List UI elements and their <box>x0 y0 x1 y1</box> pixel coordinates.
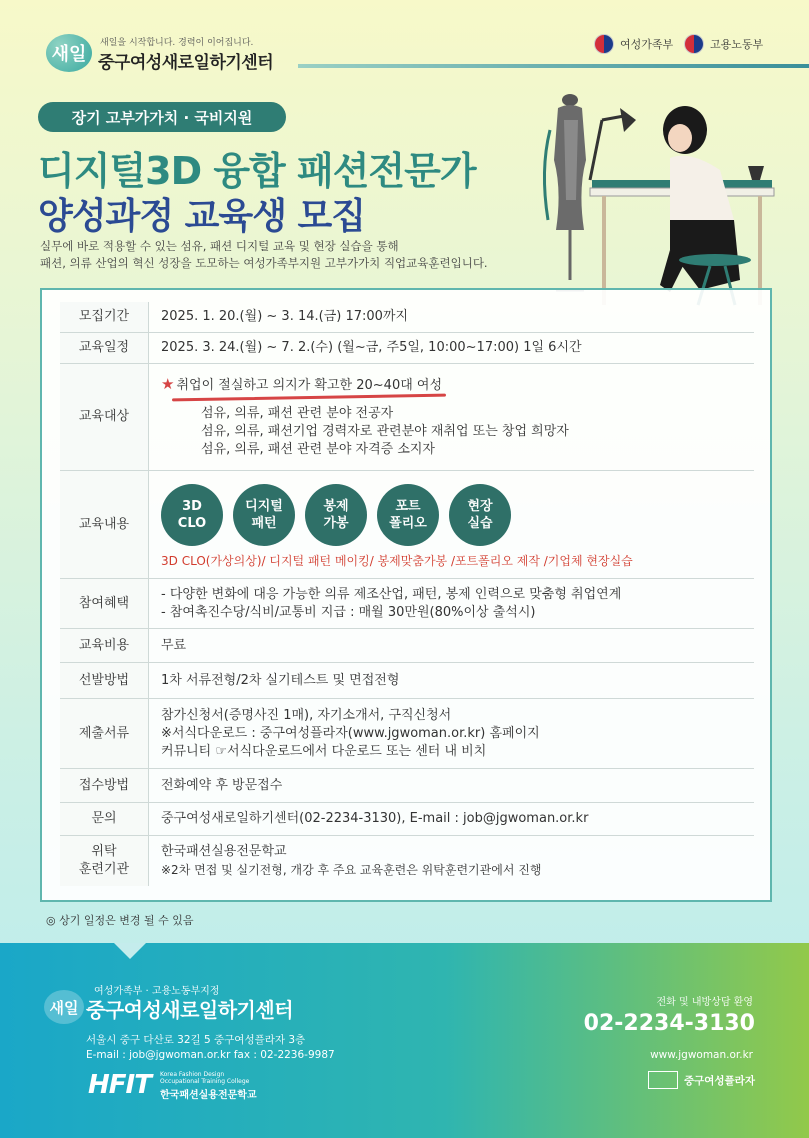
course-circle-3d-clo <box>161 484 223 546</box>
row-label <box>60 836 148 886</box>
schedule-change-note: ◎ 상기 일정은 변경 될 수 있음 <box>46 914 194 927</box>
plaza-building-icon <box>648 1071 678 1089</box>
table-row-contact <box>60 803 754 836</box>
table-row-selection <box>60 663 754 699</box>
institution-line: 한국패션실용전문학교 <box>161 844 287 859</box>
row-value <box>148 629 754 662</box>
course-circles <box>161 484 742 546</box>
circle-text: 봉제 <box>323 498 349 514</box>
recruit-period-value: 2025. 1. 20.(월) ~ 3. 14.(금) 17:00까지 <box>161 309 409 324</box>
footer-logo-icon <box>44 990 84 1024</box>
row-value <box>148 364 754 470</box>
center-logo-icon <box>46 34 92 72</box>
consult-text: 전화 및 내방상담 환영 <box>656 997 753 1008</box>
korea-emblem-icon <box>594 34 614 54</box>
title-line-2: 양성과정 교육생 모집 <box>38 196 366 237</box>
row-value <box>148 302 754 332</box>
row-label: 제출서류 <box>60 699 148 768</box>
circle-text: 가봉 <box>323 515 349 531</box>
website-link[interactable]: www.jgwoman.or.kr <box>650 1049 753 1061</box>
row-label: 교육대상 <box>60 364 148 470</box>
row-value <box>148 579 754 628</box>
footer-address <box>86 1033 335 1063</box>
row-value <box>148 471 754 578</box>
institution-line: ※2차 면접 및 실기전형, 개강 후 주요 교육훈련은 위탁훈련기관에서 진행 <box>161 863 542 877</box>
schedule-value: 2025. 3. 24.(월) ~ 7. 2.(수) (월~금, 주5일, 10:00~17:00) 1일 6시간 <box>161 340 582 355</box>
table-row-apply <box>60 769 754 803</box>
description <box>40 238 560 272</box>
email-fax-line: E-mail : job@jgwoman.or.kr fax : 02-2236-9987 <box>86 1049 335 1061</box>
target-line: 섬유, 의류, 패션 관련 분야 전공자 <box>201 406 394 421</box>
tagline: 새일을 시작합니다. 경력이 이어집니다. <box>100 38 254 48</box>
hfit-sub-line: Occupational Training College <box>160 1078 250 1085</box>
ministry-1-label: 여성가족부 <box>620 38 674 51</box>
table-row-benefits <box>60 579 754 629</box>
ministry-2 <box>684 34 763 54</box>
row-value <box>148 836 754 886</box>
table-row-content <box>60 471 754 579</box>
table-row-schedule <box>60 333 754 364</box>
target-line: 섬유, 의류, 패션기업 경력자로 관련분야 재취업 또는 창업 희망자 <box>201 424 569 439</box>
header-divider <box>298 64 809 68</box>
target-highlight-text: 취업이 절실하고 의지가 확고한 20~40대 여성 <box>176 378 443 393</box>
circle-text: 디지털 <box>245 498 283 514</box>
circle-text: 3D <box>182 498 202 514</box>
description-line-1: 실무에 바로 적용할 수 있는 섬유, 패션 디지털 교육 및 현장 실습을 통해 <box>40 239 399 253</box>
row-value <box>148 699 754 768</box>
course-circle-portfolio <box>377 484 439 546</box>
footer-ministries: 여성가족부 · 고용노동부지정 <box>94 986 220 997</box>
selection-value: 1차 서류전형/2차 실기테스트 및 면접전형 <box>161 672 400 688</box>
table-row-cost <box>60 629 754 663</box>
contact-value: 중구여성새로일하기센터(02-2234-3130), E-mail : job@jgwoman.or.kr <box>161 811 589 826</box>
row-label: 참여혜택 <box>60 579 148 628</box>
hfit-name: 한국패션실용전문학교 <box>160 1090 257 1101</box>
footer-center-name: 중구여성새로일하기센터 <box>86 998 294 1022</box>
ministry-2-label: 고용노동부 <box>710 38 764 51</box>
info-card <box>40 288 772 902</box>
row-value <box>148 769 754 802</box>
footer-logo-mark: 새일 <box>49 998 79 1017</box>
table-row-recruit-period <box>60 302 754 333</box>
content-note: 3D CLO(가상의상)/ 디지털 패턴 메이킹/ 봉제맞춤가봉 /포트폴리오 제작 /기업체 현장실습 <box>161 553 633 568</box>
designer-woman-icon <box>660 106 751 305</box>
benefit-line: - 다양한 변화에 대응 가능한 의류 제조산업, 패턴, 봉제 인력으로 맞춤형 취업연계 <box>161 586 622 602</box>
title-line-1: 디지털3D 융합 패션전문가 <box>38 149 476 193</box>
logo-mark: 새일 <box>51 44 87 65</box>
row-value <box>148 663 754 698</box>
plaza-logo <box>648 1071 755 1089</box>
korea-emblem-icon <box>684 34 704 54</box>
cost-value: 무료 <box>161 637 187 653</box>
benefit-line: - 참여촉진수당/식비/교통비 지급 : 매월 30만원(80%이상 출석시) <box>161 604 536 620</box>
circle-text: 현장 <box>467 498 493 514</box>
target-highlight <box>161 375 742 395</box>
circle-text: CLO <box>177 515 207 531</box>
table-row-institution <box>60 836 754 886</box>
header <box>0 0 809 80</box>
circle-text: 폴리오 <box>389 515 427 531</box>
row-label: 모집기간 <box>60 302 148 332</box>
row-value <box>148 803 754 835</box>
document-line: ※서식다운로드 : 중구여성플라자(www.jgwoman.or.kr) 홈페이지 <box>161 725 540 741</box>
plaza-name: 중구여성플라자 <box>683 1074 755 1087</box>
target-line: 섬유, 의류, 패션 관련 분야 자격증 소지자 <box>201 442 435 457</box>
mannequin-icon <box>544 94 586 290</box>
apply-value: 전화예약 후 방문접수 <box>161 777 283 793</box>
description-line-2: 패션, 의류 산업의 혁신 성장을 도모하는 여성가족부지원 고부가가치 직업교육훈련입니다. <box>40 256 488 270</box>
row-label: 교육비용 <box>60 629 148 662</box>
hfit-logo: HFIT <box>88 1070 151 1100</box>
phone-number[interactable]: 02-2234-3130 <box>583 1011 755 1036</box>
course-circle-sewing <box>305 484 367 546</box>
row-label: 문의 <box>60 803 148 835</box>
hfit-subtitle <box>160 1071 249 1085</box>
info-table <box>60 302 754 886</box>
table-row-target <box>60 364 754 471</box>
document-line: 참가신청서(증명사진 1매), 자기소개서, 구직신청서 <box>161 707 452 723</box>
circle-text: 포트 <box>395 498 421 514</box>
circle-text: 실습 <box>467 515 493 531</box>
circle-text: 패턴 <box>251 515 277 531</box>
row-label: 접수방법 <box>60 769 148 802</box>
row-label: 교육내용 <box>60 471 148 578</box>
designer-illustration <box>520 80 790 310</box>
institution-label-2: 훈련기관 <box>78 862 130 877</box>
target-list <box>161 405 742 459</box>
row-value <box>148 333 754 363</box>
row-label: 선발방법 <box>60 663 148 698</box>
address-line: 서울시 중구 다산로 32길 5 중구여성플라자 3층 <box>86 1034 306 1046</box>
institution-label-1: 위탁 <box>91 844 117 859</box>
ministry-1 <box>594 34 673 54</box>
document-line: 커뮤니티 ☞서식다운로드에서 다운로드 또는 센터 내 비치 <box>161 743 487 759</box>
course-circle-field-training <box>449 484 511 546</box>
star-icon: ★ <box>161 375 175 393</box>
hfit-sub-line: Korea Fashion Design <box>160 1071 225 1078</box>
desk-lamp-icon <box>590 108 636 180</box>
row-label: 교육일정 <box>60 333 148 363</box>
footer-notch <box>114 943 146 959</box>
center-name: 중구여성새로일하기센터 <box>98 53 274 73</box>
course-circle-digital-pattern <box>233 484 295 546</box>
table-row-documents <box>60 699 754 769</box>
program-badge: 장기 고부가가치 · 국비지원 <box>38 102 286 132</box>
